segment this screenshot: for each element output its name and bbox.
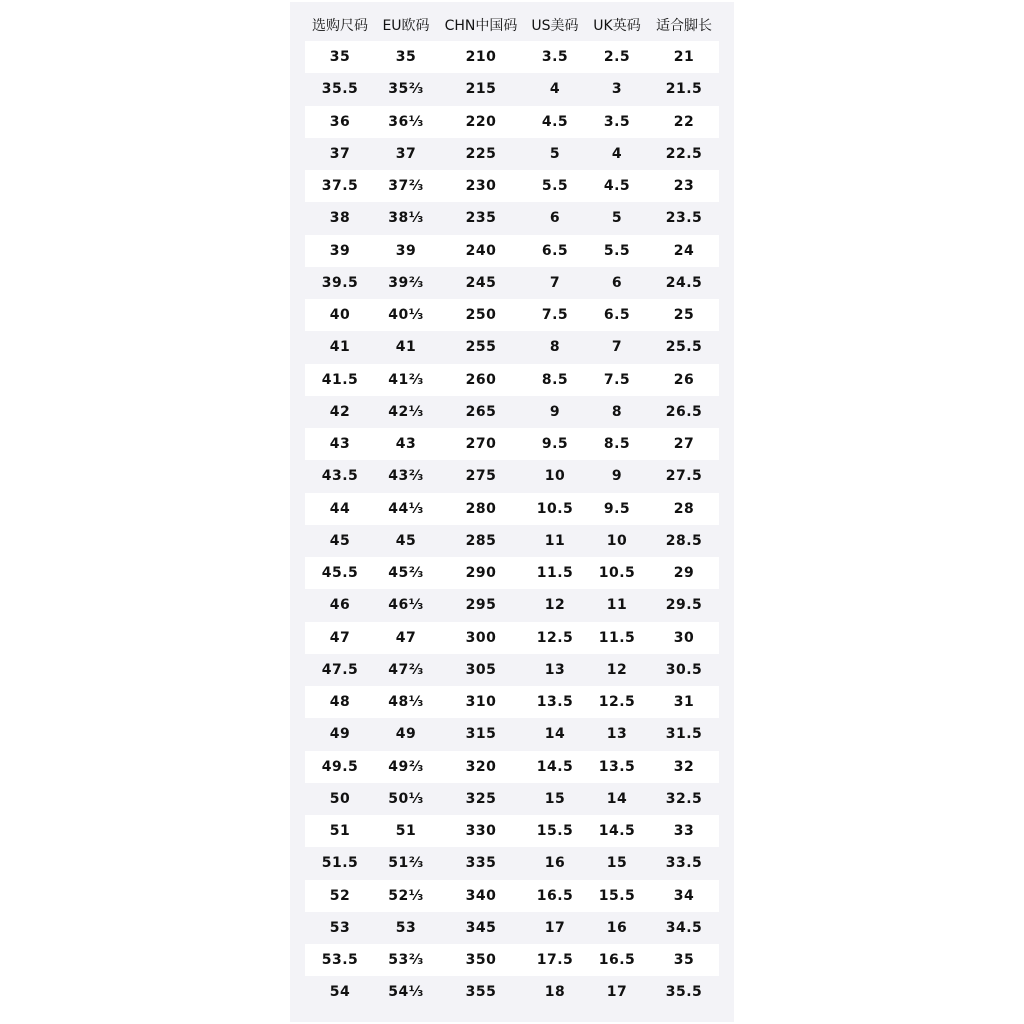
- eu-size-cell: 53⅔: [388, 952, 424, 969]
- foot-length-cell: 22.5: [665, 145, 703, 162]
- us-size-cell: 17: [544, 919, 566, 936]
- eu-size-cell: 37: [395, 145, 417, 162]
- us-size-cell: 8: [549, 339, 561, 356]
- purchase-size-cell: 46: [329, 597, 351, 614]
- header-chn-size: CHN中国码: [444, 18, 518, 34]
- eu-size-cell: 41⅔: [388, 371, 424, 388]
- foot-length-cell: 21: [673, 49, 695, 66]
- foot-length-cell: 34: [673, 887, 695, 904]
- eu-size-cell: 41: [395, 339, 417, 356]
- purchase-size-cell: 51: [329, 823, 351, 840]
- eu-size-cell: 45: [395, 532, 417, 549]
- header-purchase-size: 选购尺码: [312, 18, 368, 34]
- header-eu-size: EU欧码: [382, 18, 430, 34]
- table-row: [305, 847, 719, 879]
- purchase-size-cell: 50: [329, 790, 351, 807]
- us-size-cell: 6.5: [541, 242, 569, 259]
- uk-size-cell: 6: [611, 274, 623, 291]
- purchase-size-cell: 35: [329, 49, 351, 66]
- purchase-size-cell: 54: [329, 984, 351, 1001]
- foot-length-cell: 32: [673, 758, 695, 775]
- table-row: [305, 557, 719, 589]
- uk-size-cell: 15.5: [598, 887, 636, 904]
- us-size-cell: 11.5: [536, 565, 574, 582]
- chn-size-cell: 245: [465, 274, 497, 291]
- chn-size-cell: 345: [465, 919, 497, 936]
- foot-length-cell: 34.5: [665, 919, 703, 936]
- eu-size-cell: 35⅔: [388, 81, 424, 98]
- purchase-size-cell: 37: [329, 145, 351, 162]
- foot-length-cell: 27.5: [665, 468, 703, 485]
- chn-size-cell: 295: [465, 597, 497, 614]
- eu-size-cell: 50⅓: [388, 790, 424, 807]
- chn-size-cell: 305: [465, 661, 497, 678]
- table-row: [305, 880, 719, 912]
- table-row: [305, 138, 719, 170]
- chn-size-cell: 240: [465, 242, 497, 259]
- purchase-size-cell: 41.5: [321, 371, 359, 388]
- chn-size-cell: 310: [465, 694, 497, 711]
- uk-size-cell: 14.5: [598, 823, 636, 840]
- uk-size-cell: 4: [611, 145, 623, 162]
- foot-length-cell: 31: [673, 694, 695, 711]
- table-row: [305, 235, 719, 267]
- eu-size-cell: 52⅓: [388, 887, 424, 904]
- eu-size-cell: 37⅔: [388, 178, 424, 195]
- us-size-cell: 9.5: [541, 436, 569, 453]
- chn-size-cell: 355: [465, 984, 497, 1001]
- us-size-cell: 4: [549, 81, 561, 98]
- foot-length-cell: 23.5: [665, 210, 703, 227]
- chn-size-cell: 260: [465, 371, 497, 388]
- chn-size-cell: 230: [465, 178, 497, 195]
- table-row: [305, 41, 719, 73]
- table-row: [305, 396, 719, 428]
- uk-size-cell: 8: [611, 403, 623, 420]
- size-table-body: [305, 41, 719, 1009]
- foot-length-cell: 35.5: [665, 984, 703, 1001]
- uk-size-cell: 13: [606, 726, 628, 743]
- purchase-size-cell: 35.5: [321, 81, 359, 98]
- purchase-size-cell: 47: [329, 629, 351, 646]
- chn-size-cell: 215: [465, 81, 497, 98]
- eu-size-cell: 53: [395, 919, 417, 936]
- foot-length-cell: 28.5: [665, 532, 703, 549]
- purchase-size-cell: 40: [329, 307, 351, 324]
- us-size-cell: 7.5: [541, 307, 569, 324]
- chn-size-cell: 255: [465, 339, 497, 356]
- chn-size-cell: 300: [465, 629, 497, 646]
- purchase-size-cell: 38: [329, 210, 351, 227]
- eu-size-cell: 48⅓: [388, 694, 424, 711]
- header-foot-length: 适合脚长: [656, 18, 712, 34]
- foot-length-cell: 30: [673, 629, 695, 646]
- us-size-cell: 16: [544, 855, 566, 872]
- table-row: [305, 299, 719, 331]
- us-size-cell: 12.5: [536, 629, 574, 646]
- purchase-size-cell: 45: [329, 532, 351, 549]
- us-size-cell: 11: [544, 532, 566, 549]
- foot-length-cell: 32.5: [665, 790, 703, 807]
- table-row: [305, 783, 719, 815]
- table-row: [305, 686, 719, 718]
- table-row: [305, 331, 719, 363]
- uk-size-cell: 9.5: [603, 500, 631, 517]
- uk-size-cell: 5: [611, 210, 623, 227]
- us-size-cell: 14.5: [536, 758, 574, 775]
- foot-length-cell: 28: [673, 500, 695, 517]
- eu-size-cell: 39: [395, 242, 417, 259]
- eu-size-cell: 49: [395, 726, 417, 743]
- chn-size-cell: 220: [465, 113, 497, 130]
- foot-length-cell: 25: [673, 307, 695, 324]
- eu-size-cell: 43: [395, 436, 417, 453]
- uk-size-cell: 11.5: [598, 629, 636, 646]
- chn-size-cell: 315: [465, 726, 497, 743]
- uk-size-cell: 12: [606, 661, 628, 678]
- table-row: [305, 202, 719, 234]
- foot-length-cell: 31.5: [665, 726, 703, 743]
- uk-size-cell: 5.5: [603, 242, 631, 259]
- foot-length-cell: 30.5: [665, 661, 703, 678]
- uk-size-cell: 17: [606, 984, 628, 1001]
- purchase-size-cell: 42: [329, 403, 351, 420]
- purchase-size-cell: 51.5: [321, 855, 359, 872]
- us-size-cell: 15: [544, 790, 566, 807]
- table-row: [305, 718, 719, 750]
- eu-size-cell: 51: [395, 823, 417, 840]
- eu-size-cell: 42⅓: [388, 403, 424, 420]
- foot-length-cell: 24: [673, 242, 695, 259]
- table-row: [305, 73, 719, 105]
- eu-size-cell: 40⅓: [388, 307, 424, 324]
- foot-length-cell: 22: [673, 113, 695, 130]
- us-size-cell: 3.5: [541, 49, 569, 66]
- chn-size-cell: 250: [465, 307, 497, 324]
- uk-size-cell: 11: [606, 597, 628, 614]
- table-row: [305, 428, 719, 460]
- eu-size-cell: 45⅔: [388, 565, 424, 582]
- foot-length-cell: 26.5: [665, 403, 703, 420]
- chn-size-cell: 225: [465, 145, 497, 162]
- chn-size-cell: 350: [465, 952, 497, 969]
- eu-size-cell: 51⅔: [388, 855, 424, 872]
- table-row: [305, 267, 719, 299]
- uk-size-cell: 7: [611, 339, 623, 356]
- us-size-cell: 5: [549, 145, 561, 162]
- purchase-size-cell: 37.5: [321, 178, 359, 195]
- us-size-cell: 12: [544, 597, 566, 614]
- chn-size-cell: 275: [465, 468, 497, 485]
- purchase-size-cell: 45.5: [321, 565, 359, 582]
- purchase-size-cell: 36: [329, 113, 351, 130]
- purchase-size-cell: 39: [329, 242, 351, 259]
- chn-size-cell: 325: [465, 790, 497, 807]
- us-size-cell: 7: [549, 274, 561, 291]
- chn-size-cell: 340: [465, 887, 497, 904]
- header-uk-size: UK英码: [593, 18, 641, 34]
- foot-length-cell: 29: [673, 565, 695, 582]
- us-size-cell: 15.5: [536, 823, 574, 840]
- uk-size-cell: 10.5: [598, 565, 636, 582]
- purchase-size-cell: 43: [329, 436, 351, 453]
- header-us-size: US美码: [531, 18, 579, 34]
- us-size-cell: 6: [549, 210, 561, 227]
- chn-size-cell: 320: [465, 758, 497, 775]
- us-size-cell: 4.5: [541, 113, 569, 130]
- foot-length-cell: 21.5: [665, 81, 703, 98]
- uk-size-cell: 12.5: [598, 694, 636, 711]
- eu-size-cell: 47⅔: [388, 661, 424, 678]
- foot-length-cell: 29.5: [665, 597, 703, 614]
- foot-length-cell: 33: [673, 823, 695, 840]
- uk-size-cell: 14: [606, 790, 628, 807]
- foot-length-cell: 27: [673, 436, 695, 453]
- purchase-size-cell: 44: [329, 500, 351, 517]
- purchase-size-cell: 53: [329, 919, 351, 936]
- eu-size-cell: 38⅓: [388, 210, 424, 227]
- chn-size-cell: 285: [465, 532, 497, 549]
- table-row: [305, 654, 719, 686]
- eu-size-cell: 35: [395, 49, 417, 66]
- purchase-size-cell: 53.5: [321, 952, 359, 969]
- uk-size-cell: 9: [611, 468, 623, 485]
- purchase-size-cell: 49.5: [321, 758, 359, 775]
- us-size-cell: 8.5: [541, 371, 569, 388]
- uk-size-cell: 3: [611, 81, 623, 98]
- purchase-size-cell: 43.5: [321, 468, 359, 485]
- eu-size-cell: 44⅓: [388, 500, 424, 517]
- uk-size-cell: 13.5: [598, 758, 636, 775]
- chn-size-cell: 280: [465, 500, 497, 517]
- chn-size-cell: 235: [465, 210, 497, 227]
- table-row: [305, 525, 719, 557]
- uk-size-cell: 6.5: [603, 307, 631, 324]
- chn-size-cell: 265: [465, 403, 497, 420]
- eu-size-cell: 36⅓: [388, 113, 424, 130]
- table-row: [305, 912, 719, 944]
- purchase-size-cell: 39.5: [321, 274, 359, 291]
- chn-size-cell: 270: [465, 436, 497, 453]
- uk-size-cell: 16: [606, 919, 628, 936]
- eu-size-cell: 39⅔: [388, 274, 424, 291]
- table-row: [305, 589, 719, 621]
- uk-size-cell: 8.5: [603, 436, 631, 453]
- table-row: [305, 170, 719, 202]
- foot-length-cell: 23: [673, 178, 695, 195]
- chn-size-cell: 290: [465, 565, 497, 582]
- foot-length-cell: 24.5: [665, 274, 703, 291]
- us-size-cell: 14: [544, 726, 566, 743]
- table-row: [305, 460, 719, 492]
- table-header: [305, 10, 719, 40]
- eu-size-cell: 54⅓: [388, 984, 424, 1001]
- purchase-size-cell: 49: [329, 726, 351, 743]
- uk-size-cell: 15: [606, 855, 628, 872]
- table-row: [305, 622, 719, 654]
- purchase-size-cell: 52: [329, 887, 351, 904]
- us-size-cell: 10.5: [536, 500, 574, 517]
- uk-size-cell: 10: [606, 532, 628, 549]
- us-size-cell: 5.5: [541, 178, 569, 195]
- eu-size-cell: 43⅔: [388, 468, 424, 485]
- table-row: [305, 976, 719, 1008]
- us-size-cell: 10: [544, 468, 566, 485]
- foot-length-cell: 26: [673, 371, 695, 388]
- uk-size-cell: 4.5: [603, 178, 631, 195]
- purchase-size-cell: 47.5: [321, 661, 359, 678]
- eu-size-cell: 47: [395, 629, 417, 646]
- table-row: [305, 751, 719, 783]
- chn-size-cell: 330: [465, 823, 497, 840]
- purchase-size-cell: 41: [329, 339, 351, 356]
- table-row: [305, 815, 719, 847]
- us-size-cell: 9: [549, 403, 561, 420]
- purchase-size-cell: 48: [329, 694, 351, 711]
- table-row: [305, 364, 719, 396]
- uk-size-cell: 2.5: [603, 49, 631, 66]
- eu-size-cell: 49⅔: [388, 758, 424, 775]
- table-row: [305, 493, 719, 525]
- table-row: [305, 106, 719, 138]
- foot-length-cell: 25.5: [665, 339, 703, 356]
- table-row: [305, 944, 719, 976]
- uk-size-cell: 3.5: [603, 113, 631, 130]
- foot-length-cell: 35: [673, 952, 695, 969]
- foot-length-cell: 33.5: [665, 855, 703, 872]
- uk-size-cell: 16.5: [598, 952, 636, 969]
- us-size-cell: 13: [544, 661, 566, 678]
- chn-size-cell: 210: [465, 49, 497, 66]
- us-size-cell: 17.5: [536, 952, 574, 969]
- us-size-cell: 18: [544, 984, 566, 1001]
- us-size-cell: 16.5: [536, 887, 574, 904]
- us-size-cell: 13.5: [536, 694, 574, 711]
- chn-size-cell: 335: [465, 855, 497, 872]
- eu-size-cell: 46⅓: [388, 597, 424, 614]
- uk-size-cell: 7.5: [603, 371, 631, 388]
